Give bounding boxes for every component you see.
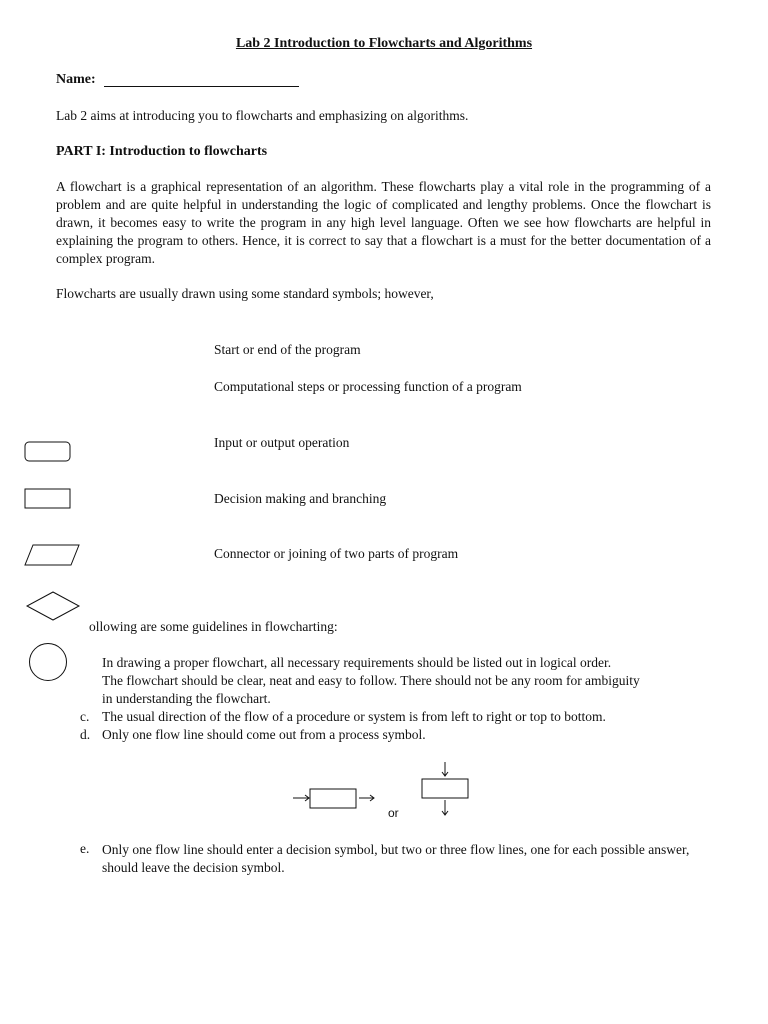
name-label: Name: (56, 72, 96, 87)
or-label: or (388, 806, 399, 820)
guidelines-intro: ollowing are some guidelines in flowcharting: (89, 619, 338, 634)
horizontal-flow-example (293, 789, 374, 808)
symbol-desc-terminal: Start or end of the program (214, 342, 361, 357)
process-symbol-icon (25, 489, 70, 508)
guideline-d-letter: d. (80, 727, 91, 742)
decision-diamond-icon (27, 592, 79, 620)
intro-text: Lab 2 aims at introducing you to flowcharts and emphasizing on algorithms. (56, 108, 469, 123)
flowchart-definition-paragraph: A flowchart is a graphical representation of an algorithm. These flowcharts play a vital role in the programming of a problem and are quite helpful in understanding the logic of complicated and lengthy problems. Once the flowchart is drawn, it becomes easy to write the program in any high level language. Often we see how flowcharts are helpful in explaining the program to others. Hence, it is correct to say that a flowchart is a must for the better documentation of a complex program. (56, 179, 711, 266)
part1-heading: PART I: Introduction to flowcharts (56, 144, 268, 159)
vertical-flow-example (422, 762, 468, 815)
symbol-desc-decision: Decision making and branching (214, 491, 387, 506)
symbol-desc-io: Input or output operation (214, 435, 350, 450)
standard-symbols-intro: Flowcharts are usually drawn using some standard symbols; however, (56, 286, 434, 301)
guideline-e-letter: e. (80, 841, 90, 856)
guideline-d: Only one flow line should come out from a process symbol. (102, 727, 426, 742)
guideline-c-letter: c. (80, 709, 90, 724)
symbol-desc-connector: Connector or joining of two parts of program (214, 546, 459, 561)
guideline-a: In drawing a proper flowchart, all necessary requirements should be listed out in logical order. (102, 655, 612, 670)
guideline-b-line2: in understanding the flowchart. (102, 691, 271, 706)
guideline-e: Only one flow line should enter a decision symbol, but two or three flow lines, one for each possible answer, should leave the decision symbol. (102, 842, 690, 875)
terminal-symbol-icon (25, 442, 70, 461)
io-parallelogram-icon (25, 545, 79, 565)
guideline-c: The usual direction of the flow of a procedure or system is from left to right or top to bottom. (102, 709, 606, 724)
guideline-b-line1: The flowchart should be clear, neat and easy to follow. There should not be any room for ambiguity (102, 673, 640, 688)
page-title: Lab 2 Introduction to Flowcharts and Algorithms (235, 36, 533, 51)
connector-circle-icon (30, 644, 67, 681)
symbol-desc-process: Computational steps or processing function of a program (214, 379, 522, 394)
